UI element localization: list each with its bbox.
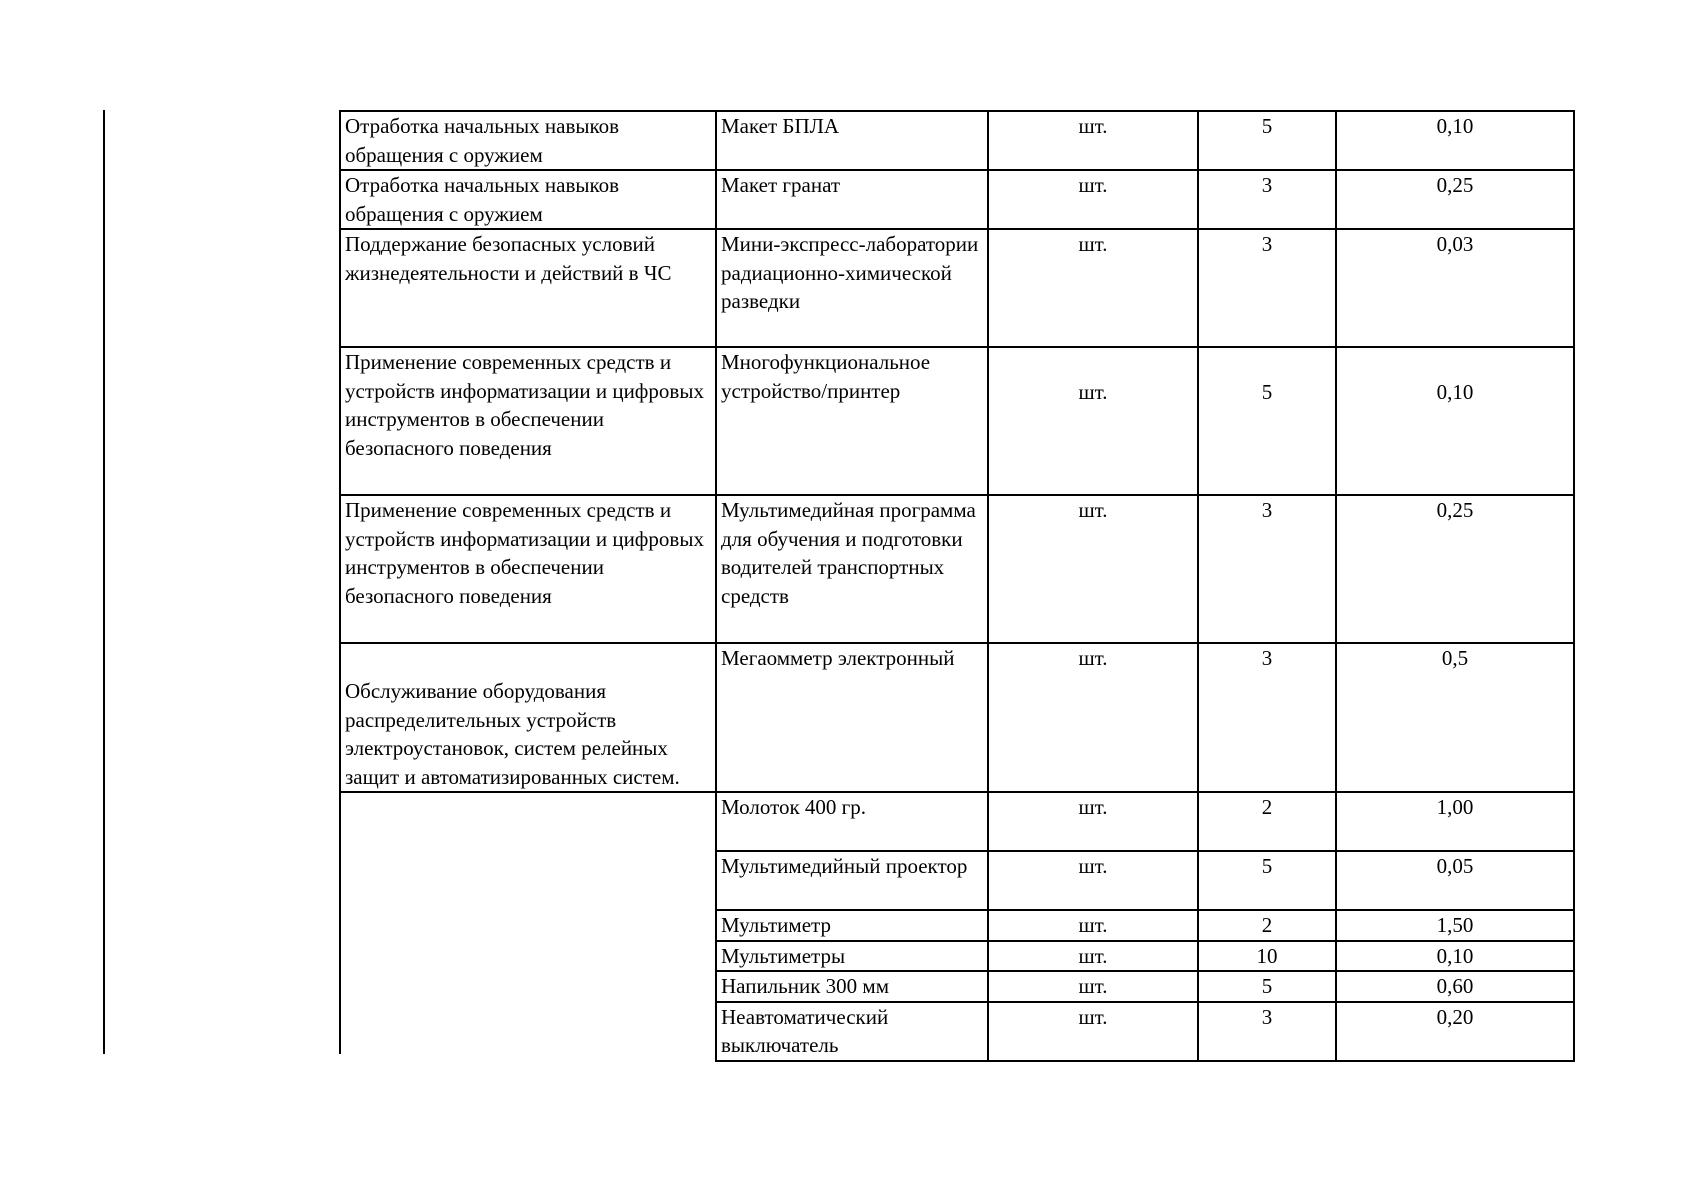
norm-cell: 0,60 — [1336, 971, 1574, 1002]
quantity-cell: 3 — [1198, 170, 1336, 229]
unit-cell: шт. — [988, 643, 1198, 792]
norm-cell: 0,03 — [1336, 229, 1574, 347]
equipment-name-cell: Макет БПЛА — [716, 111, 988, 170]
unit-cell: шт. — [988, 941, 1198, 972]
equipment-name-cell: Мультиметры — [716, 941, 988, 972]
unit-cell: шт. — [988, 170, 1198, 229]
unit-cell: шт. — [988, 347, 1198, 495]
purpose-cell: Поддержание безопасных условий жизнедеятельности и действий в ЧС — [340, 229, 716, 347]
table-row — [340, 111, 1574, 170]
norm-cell: 0,10 — [1336, 111, 1574, 170]
purpose-cell: Применение современных средств и устройств информатизации и цифровых инструментов в обеспечении безопасного поведения — [340, 495, 716, 643]
table-row — [340, 495, 1574, 643]
norm-cell: 0,10 — [1336, 347, 1574, 495]
table-row — [340, 347, 1574, 495]
norm-cell: 0,10 — [1336, 941, 1574, 972]
equipment-name-cell: Неавтоматический выключатель — [716, 1002, 988, 1061]
page-margin-line — [103, 110, 105, 1054]
unit-cell: шт. — [988, 971, 1198, 1002]
unit-cell: шт. — [988, 910, 1198, 941]
equipment-name-cell: Многофункциональное устройство/принтер — [716, 347, 988, 495]
unit-cell: шт. — [988, 111, 1198, 170]
quantity-cell: 2 — [1198, 910, 1336, 941]
norm-cell: 0,25 — [1336, 495, 1574, 643]
norm-cell: 0,20 — [1336, 1002, 1574, 1061]
unit-cell: шт. — [988, 229, 1198, 347]
equipment-name-cell: Напильник 300 мм — [716, 971, 988, 1002]
equipment-name-cell: Мультимедийный проектор — [716, 851, 988, 910]
norm-cell: 0,5 — [1336, 643, 1574, 792]
equipment-name-cell: Молоток 400 гр. — [716, 792, 988, 851]
purpose-cell: Отработка начальных навыков обращения с оружием — [340, 170, 716, 229]
table-row — [340, 643, 1574, 792]
quantity-cell: 10 — [1198, 941, 1336, 972]
quantity-cell: 2 — [1198, 792, 1336, 851]
norm-cell: 1,50 — [1336, 910, 1574, 941]
equipment-table — [339, 110, 1575, 1062]
equipment-name-cell: Макет гранат — [716, 170, 988, 229]
quantity-cell: 3 — [1198, 643, 1336, 792]
purpose-cell: Отработка начальных навыков обращения с оружием — [340, 111, 716, 170]
equipment-name-cell: Мультимедийная программа для обучения и подготовки водителей транспортных средств — [716, 495, 988, 643]
table-row — [340, 792, 1574, 851]
unit-cell: шт. — [988, 792, 1198, 851]
purpose-cell-empty — [340, 792, 716, 1061]
quantity-cell: 3 — [1198, 1002, 1336, 1061]
quantity-cell: 3 — [1198, 495, 1336, 643]
quantity-cell: 5 — [1198, 347, 1336, 495]
equipment-name-cell: Мини-экспресс-лаборатории радиационно-химической разведки — [716, 229, 988, 347]
quantity-cell: 5 — [1198, 971, 1336, 1002]
unit-cell: шт. — [988, 1002, 1198, 1061]
quantity-cell: 5 — [1198, 111, 1336, 170]
norm-cell: 1,00 — [1336, 792, 1574, 851]
norm-cell: 0,25 — [1336, 170, 1574, 229]
unit-cell: шт. — [988, 495, 1198, 643]
equipment-name-cell: Мегаомметр электронный — [716, 643, 988, 792]
table-row — [340, 229, 1574, 347]
purpose-cell: Обслуживание оборудования распределительных устройств электроустановок, систем релейных защит и автоматизированных систем. — [340, 643, 716, 792]
table-row — [340, 170, 1574, 229]
quantity-cell: 3 — [1198, 229, 1336, 347]
equipment-name-cell: Мультиметр — [716, 910, 988, 941]
purpose-cell: Применение современных средств и устройств информатизации и цифровых инструментов в обеспечении безопасного поведения — [340, 347, 716, 495]
norm-cell: 0,05 — [1336, 851, 1574, 910]
unit-cell: шт. — [988, 851, 1198, 910]
quantity-cell: 5 — [1198, 851, 1336, 910]
